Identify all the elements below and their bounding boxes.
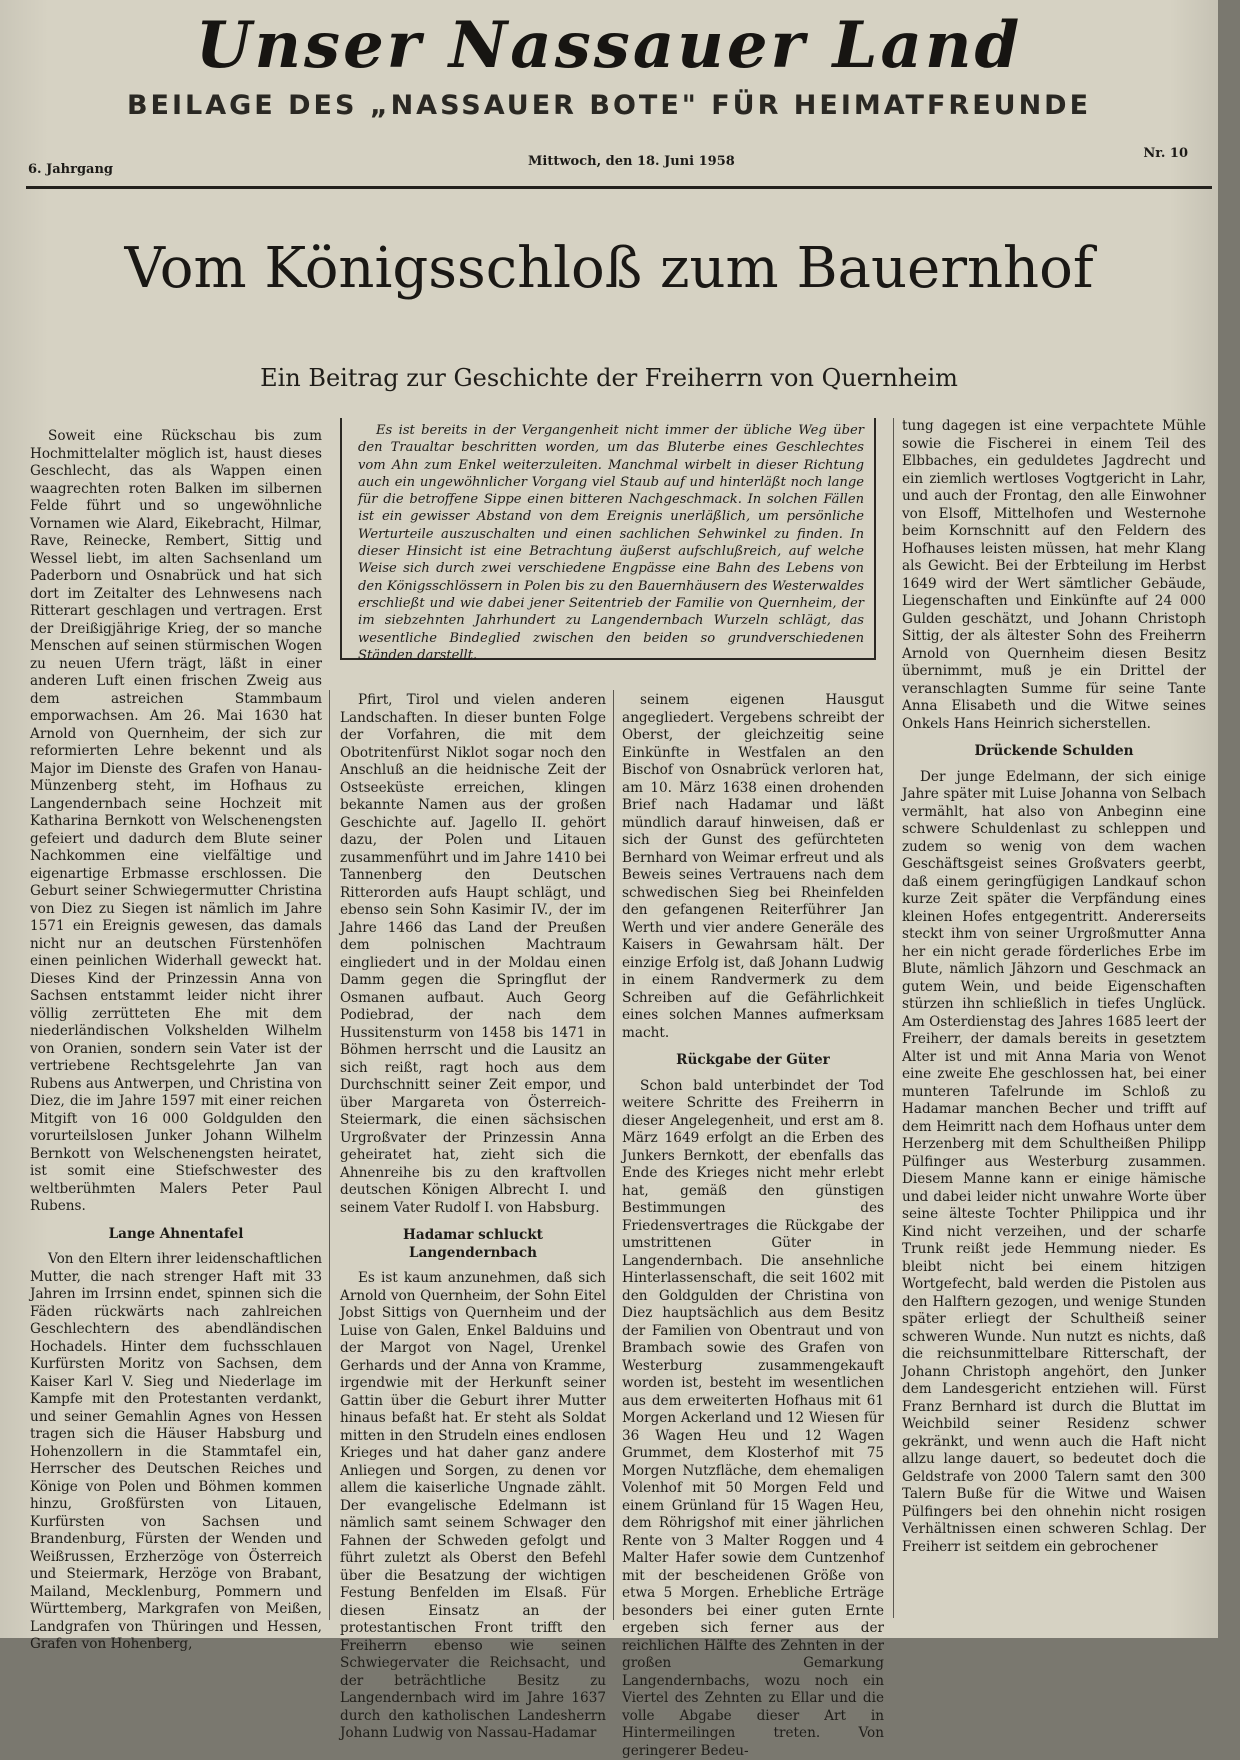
section-heading-hadamar: Hadamar schluckt Langendernbach [340, 1227, 606, 1262]
column-4-paragraph-1: tung dagegen ist eine verpachtete Mühle sowie die Fischerei in einem Teil des Elbbaches, ein geduldetes Jagdrecht und ein ziemlich wertloses Vogtgericht in Lahr, und auch der Frontag, den alle Einwohner von Elsoff, Mittelhofen und Westernohe beim Kornschnitt auf den Feldern des Hofhauses leisten müssen, hat mehr Klang als Gewicht. Bei der Erbteilung im Herbst 1649 wird der Wert sämtlicher Gebäude, Liegenschaften und Einkünfte auf 24 000 Gulden geschätzt, und Johann Christoph Sittig, der als ältester Sohn des Freiherrn Arnold von Quernheim diesen Besitz übernimmt, muß je ein Drittel der veranschlagten Summe für seine Tante Anna Elisabeth und die Witwe seines Onkels Hans Heinrich sicherstellen. [902, 418, 1206, 733]
column-3-paragraph-1: seinem eigenen Hausgut angegliedert. Vergebens schreibt der Oberst, der gleichzeitig seine Einkünfte in Westfalen an den Bischof von Osnabrück verloren hat, am 10. März 1638 einen drohenden Brief nach Hadamar und läßt mündlich darauf hinweisen, daß er sich der Gunst des gefürchteten Bernhard von Weimar erfreut und als Beweis seines Vertrauens nach dem schwedischen Sieg bei Rheinfelden den gefangenen Reiterführer Jan Werth und vier andere Generäle des Kaisers in Gewahrsam hält. Der einzige Erfolg ist, daß Johann Ludwig in einem Randvermerk zu dem Schreiben auf die Gefährlichkeit eines solchen Mannes aufmerksam macht. [622, 692, 884, 1042]
intro-text: Es ist bereits in der Vergangenheit nicht immer der übliche Weg über den Traualtar beschritten worden, um das Bluterbe eines Geschlechtes vom Ahn zum Enkel weiterzuleiten. Manchmal wirbelt in dieser Richtung auch ein ungewöhnlicher Vorgang viel Staub auf und hinterläßt noch lange für die betroffene Sippe einen bitteren Nachgeschmack. In solchen Fällen ist ein gewisser Abstand von dem Ereignis unerläßlich, um persönliche Werturteile auszuschalten und einen sachlichen Sehwinkel zu finden. In dieser Hinsicht ist eine Betrachtung äußerst aufschlußreich, auf welche Weise sich durch zwei verschiedene Engpässe eine Bahn des Lebens von den Königsschlössern in Polen bis zu den Bauernhäusern des Westerwaldes erschließt und wie dabei jener Seitentrieb der Familie von Quernheim, der im siebzehnten Jahrhundert zu Langendernbach Wurzeln schlägt, das wesentliche Bindeglied zwischen den beiden so grundverschiedenen Ständen darstellt. [358, 422, 864, 664]
column-divider [329, 690, 330, 1620]
column-3-paragraph-2: Schon bald unterbindet der Tod weitere Schritte des Freiherrn in dieser Angelegenheit, und erst am 8. März 1649 erfolgt an die Erben des Junkers Bernkott, der ebenfalls das Ende des Krieges nicht mehr erlebt hat, gemäß den günstigen Bestimmungen des Friedensvertrages die Rückgabe der umstrittenen Güter in Langendernbach. Die ansehnliche Hinterlassenschaft, die seit 1602 mit den Goldgulden der Christina von Diez hauptsächlich aus dem Besitz der Familien von Obentraut und von Brambach sowie des Grafen von Westerburg zusammengekauft worden ist, besteht im wesentlichen aus dem erweiterten Hofhaus mit 61 Morgen Ackerland und 12 Wiesen für 36 Wagen Heu und 12 Wagen Grummet, dem Klosterhof mit 75 Morgen Nutzfläche, dem ehemaligen Volenhof mit 50 Morgen Feld und einem Grünland für 15 Wagen Heu, dem Röhrigshof mit einer jährlichen Rente von 3 Malter Roggen und 4 Malter Hafer sowie dem Cuntzenhof mit der bescheidenen Größe von etwa 5 Morgen. Erhebliche Erträge besonders bei einer guten Ernte ergeben sich ferner aus der reichlichen Hälfte des Zehnten in der großen Gemarkung Langendernbachs, wozu noch ein Viertel des Zehnten zu Ellar und die volle Abgabe dieser Art in Hintermeilingen treten. Von geringerer Bedeu- [622, 1078, 884, 1760]
column-3 [622, 692, 884, 1622]
column-4 [902, 418, 1206, 1624]
section-heading-schulden: Drückende Schulden [902, 743, 1206, 761]
column-2-paragraph-1: Pfirt, Tirol und vielen anderen Landschaften. In dieser bunten Folge der Vorfahren, die mit dem Obotritenfürst Niklot sogar noch den Anschluß an die heidnische Zeit der Ostseeküste erreichen, klingen bekannte Namen aus der großen Geschichte auf. Jagello II. gehört dazu, der Polen und Litauen zusammenführt und im Jahre 1410 bei Tannenberg den Deutschen Ritterorden aufs Haupt schlägt, und ebenso sein Sohn Kasimir IV., der im Jahre 1466 das Land der Preußen dem polnischen Machtraum eingliedert und in der Moldau einen Damm gegen die Springflut der Osmanen aufbaut. Auch Georg Podiebrad, der nach dem Hussitensturm von 1458 bis 1471 in Böhmen herrscht und die Lausitz an sich reißt, ragt hoch aus dem Durchschnitt seiner Zeit empor, und über Margareta von Österreich-Steiermark, die einen sächsischen Urgroßvater der Prinzessin Anna geheiratet hat, zieht sich die Ahnenreihe bis zu den kraftvollen deutschen Königen Albrecht I. und seinem Vater Rudolf I. von Habsburg. [340, 692, 606, 1217]
volume-label: 6. Jahrgang [28, 162, 113, 177]
column-1-paragraph-2: Von den Eltern ihrer leidenschaftlichen Mutter, die nach strenger Haft mit 33 Jahren im Irrsinn endet, spinnen sich die Fäden rückwärts nach zahlreichen Geschlechtern des abendländischen Hochadels. Hinter dem fuchsschlauen Kurfürsten Moritz von Sachsen, dem Kaiser Karl V. Sieg und Niederlage im Kampfe mit den Protestanten verdankt, und seiner Gemahlin Agnes von Hessen tragen sich die Häuser Habsburg und Hohenzollern in die Stammtafel ein, Herrscher des Deutschen Reiches und Könige von Polen und Böhmen kommen hinzu, Großfürsten von Litauen, Kurfürsten von Sachsen und Brandenburg, Fürsten der Wenden und Weißrussen, Erzherzöge von Österreich und Steiermark, Herzöge von Brabant, Mailand, Mecklenburg, Pommern und Württemberg, Markgrafen von Meißen, Landgrafen von Thüringen und Hessen, Grafen von Hohenberg, [30, 1251, 322, 1654]
column-2-paragraph-2: Es ist kaum anzunehmen, daß sich Arnold von Quernheim, der Sohn Eitel Jobst Sittigs von Quernheim und der Luise von Galen, Enkel Balduins und der Margot von Nagel, Urenkel Gerhards und der Anna von Kramme, irgendwie mit der Herkunft seiner Gattin über die Geburt ihrer Mutter hinaus befaßt hat. Er steht als Soldat mitten in den Strudeln eines endlosen Krieges und hat daher ganz andere Anliegen und Sorgen, zu denen vor allem die kaiserliche Ungnade zählt. Der evangelische Edelmann ist nämlich samt seinem Schwager den Fahnen der Schweden gefolgt und führt zuletzt als Oberst den Befehl über die Besatzung der wichtigen Festung Benfelden im Elsaß. Für diesen Einsatz an der protestantischen Front trifft den Freiherrn ebenso wie seinen Schwiegervater die Reichsacht, und der beträchtliche Besitz zu Langendernbach wird im Jahre 1637 durch den katholischen Landesherrn Johann Ludwig von Nassau-Hadamar [340, 1270, 606, 1743]
section-heading-rueckgabe: Rückgabe der Güter [622, 1052, 884, 1070]
article-subheadline: Ein Beitrag zur Geschichte der Freiherrn von Quernheim [0, 364, 1218, 392]
column-divider [613, 690, 614, 1620]
column-2 [340, 692, 606, 1622]
column-1-paragraph-1: Soweit eine Rückschau bis zum Hochmittelalter möglich ist, haust dieses Geschlecht, das als Wappen einen waagrechten roten Balken im silbernen Felde führt und so ungewöhnliche Vornamen wie Alard, Eikebracht, Hilmar, Rave, Reinecke, Rembert, Sittig und Wessel liebt, im alten Sachsenland um Paderborn und Osnabrück und hat sich dort im Zeitalter des Lehnwesens nach Ritterart geschlagen und vertragen. Erst der Dreißigjährige Krieg, der so manche Menschen auf seinen stürmischen Wogen zu neuen Ufern trägt, läßt in einer anderen Luft einen frischen Zweig aus dem astreichen Stammbaum emporwachsen. Am 26. Mai 1630 hat Arnold von Quernheim, der sich zur reformierten Lehre bekennt und als Major im Dienste des Grafen von Hanau-Münzenberg steht, im Hofhaus zu Langendernbach seine Hochzeit mit Katharina Bernkott von Welschenengsten gefeiert und dadurch dem Blute seiner Nachkommen eine vielfältige und eigenartige Erbmasse erschlossen. Die Geburt seiner Schwiegermutter Christina von Diez zu Siegen ist nämlich im Jahre 1571 ein Ereignis gewesen, das damals nicht nur an deutschen Fürstenhöfen einen peinlichen Widerhall geweckt hat. Dieses Kind der Prinzessin Anna von Sachsen entstammt leider nicht ihrer völlig zerrütteten Ehe mit dem niederländischen Volkshelden Wilhelm von Oranien, sondern sein Vater ist der vertriebene Rechtsgelehrte Jan van Rubens aus Antwerpen, und Christina von Diez, die im Jahre 1597 mit einer reichen Mitgift von 16 000 Goldgulden den vorurteilslosen Junker Johann Wilhelm Bernkott von Welschenengsten heiratet, ist somit eine Stiefschwester des weltberühmten Malers Peter Paul Rubens. [30, 428, 322, 1216]
intro-box [340, 418, 876, 660]
issue-date: Mittwoch, den 18. Juni 1958 [528, 154, 735, 169]
section-heading-lange-ahnentafel: Lange Ahnentafel [30, 1226, 322, 1244]
column-1 [30, 428, 322, 1624]
column-4-paragraph-2: Der junge Edelmann, der sich einige Jahre später mit Luise Johanna von Selbach vermählt, hat also von Anbeginn eine schwere Schuldenlast zu schleppen und zudem so wenig von dem wachen Geschäftsgeist seines Großvaters geerbt, daß einem geringfügigen Landkauf schon kurze Zeit später die Verpfändung eines kleinen Hofes entgegentritt. Andererseits steckt ihm von seiner Urgroßmutter Anna her ein nicht gerade förderliches Erbe im Blute, nämlich Jähzorn und Geschmack an gutem Wein, und beide Eigenschaften stürzen ihn schließlich in tiefes Unglück. Am Osterdienstag des Jahres 1685 leert der Freiherr, der damals bereits in gesetztem Alter ist und mit Anna Maria von Wenot eine zweite Ehe geschlossen hat, bei einer munteren Tafelrunde im Schloß zu Hadamar manchen Becher und trifft auf dem Heimritt nach dem Hofhaus unter dem Herzenberg mit dem Schultheißen Philipp Pülfinger aus Westerburg zusammen. Diesem Manne kann er einige hämische und dabei leider nicht unwahre Worte über seine älteste Tochter Philippica und ihr Kind nicht verzeihen, und der scharfe Trunk reißt jede Hemmung nieder. Es bleibt nicht bei einem hitzigen Wortgefecht, bald werden die Pistolen aus den Halftern gezogen, und wenige Stunden später erliegt der Schultheiß seiner schweren Wunde. Nun nutzt es nichts, daß die reichsunmittelbare Ritterschaft, der Johann Christoph angehört, den Junker dem Landesgericht entziehen will. Fürst Franz Bernhard ist durch die Bluttat im Weichbild seiner Residenz schwer gekränkt, und wenn auch die Haft nicht allzu lange dauert, so bedeutet doch die Geldstrafe von 2000 Talern samt den 300 Talern Buße für die Witwe und Waisen Pülfingers bei den ohnehin nicht rosigen Verhältnissen einen schweren Schlag. Der Freiherr ist seitdem ein gebrochener [902, 769, 1206, 1557]
column-divider [893, 418, 894, 1618]
article-headline: Vom Königsschloß zum Bauernhof [0, 236, 1218, 301]
masthead-rule [26, 186, 1212, 189]
masthead-subtitle: BEILAGE DES „NASSAUER BOTE" FÜR HEIMATFREUNDE [0, 90, 1218, 121]
masthead-title: Unser Nassauer Land [0, 8, 1218, 83]
issue-number: Nr. 10 [1143, 146, 1188, 161]
